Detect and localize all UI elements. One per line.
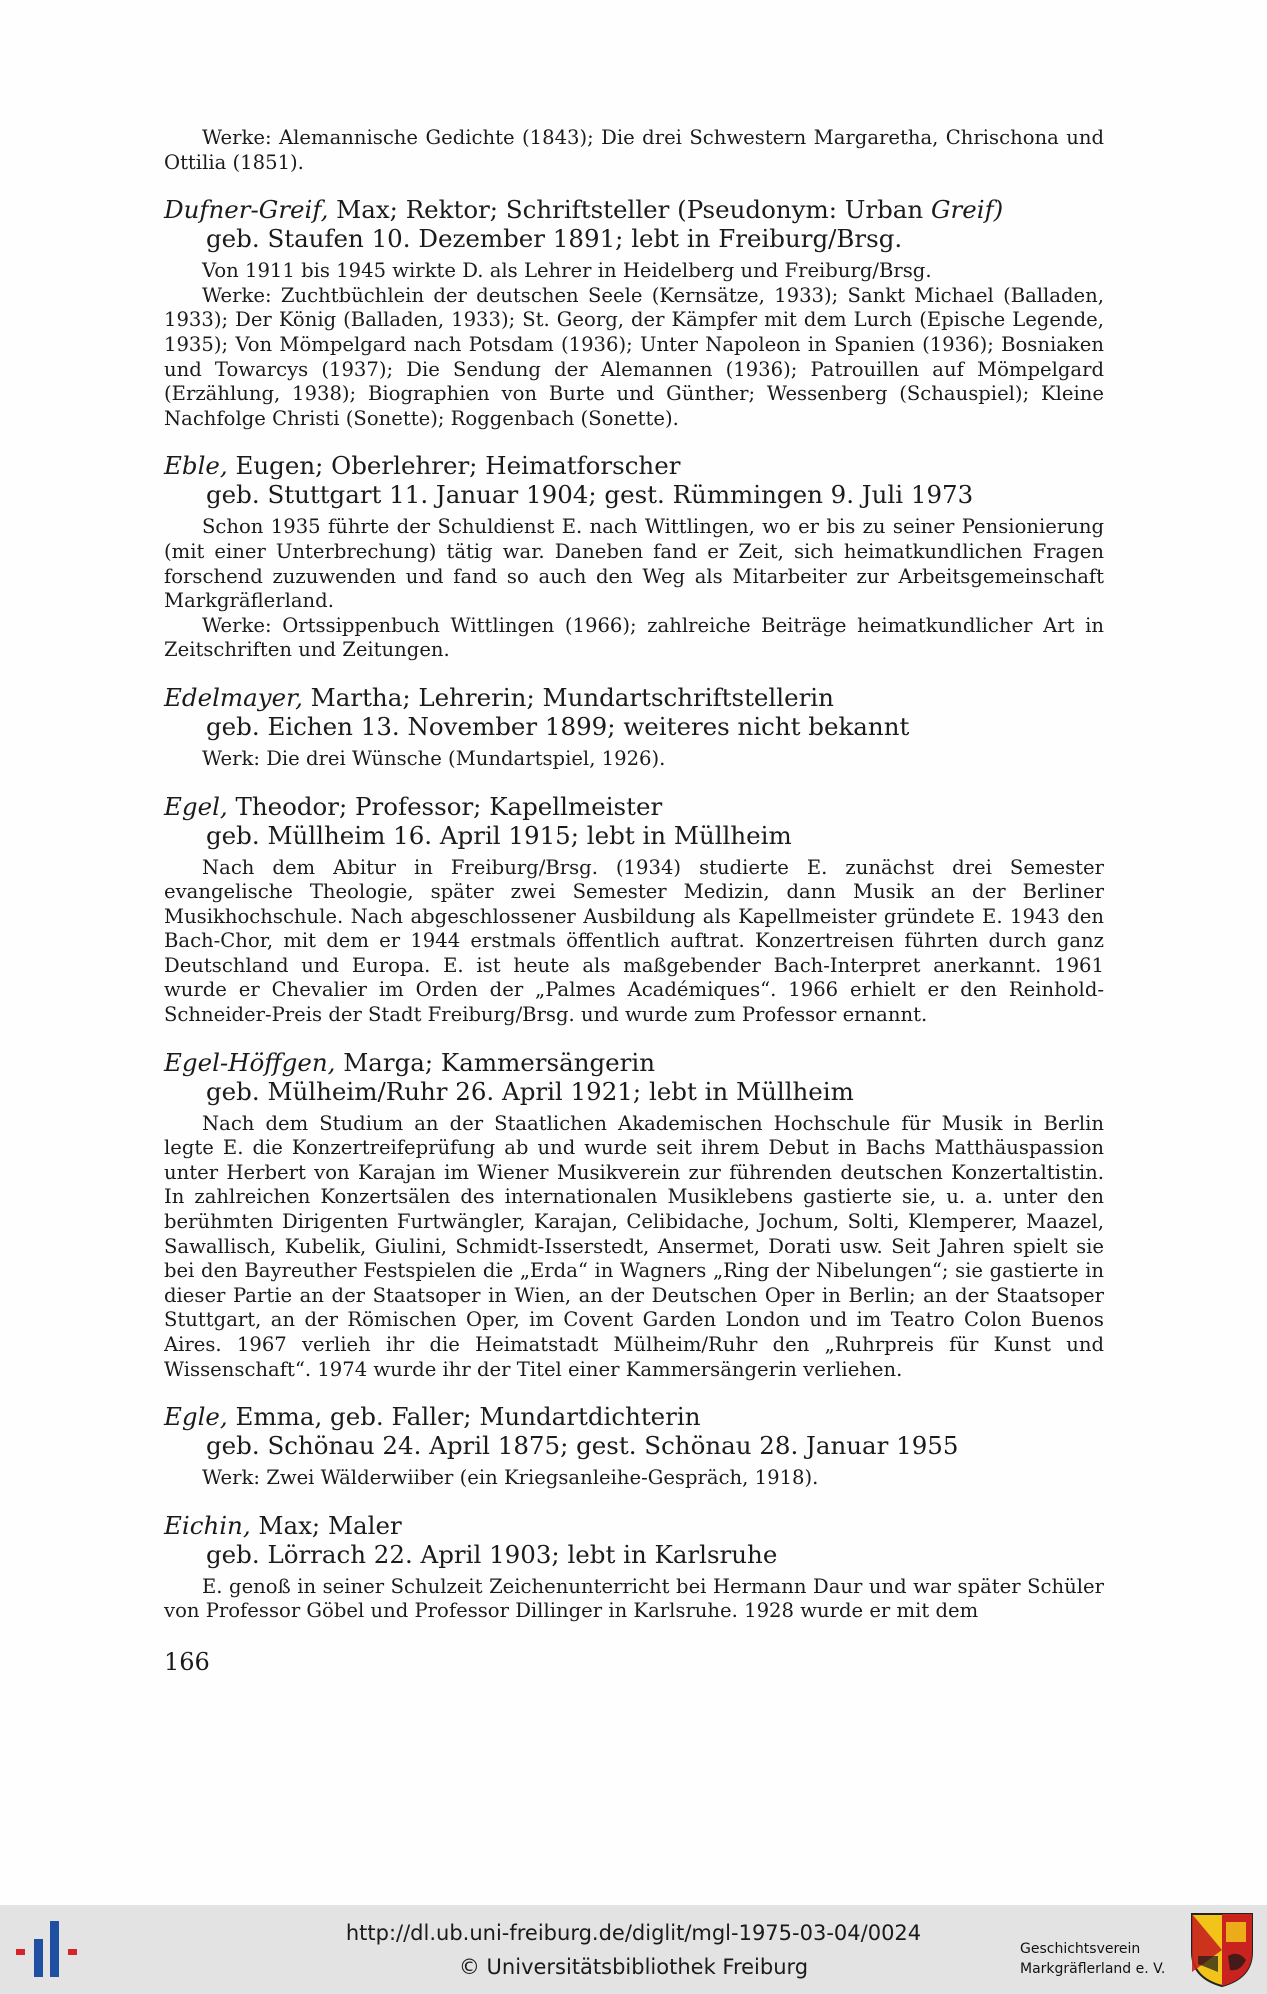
entry-heading [164,683,1104,712]
entry-heading [164,195,1104,224]
entry-heading [164,1511,1104,1540]
entry-paragraph: E. genoß in seiner Schulzeit Zeichenunterricht bei Hermann Daur und war später Schüler von Professor Göbel und Professor Dillinger in Karlsruhe. 1928 wurde er mit dem [164,1574,1104,1623]
entry-birth-line: geb. Mülheim/Ruhr 26. April 1921; lebt in Müllheim [206,1076,854,1106]
entry-heading [164,1048,1104,1077]
page-number: 166 [164,1648,210,1676]
entry-surname: Eichin, [164,1510,251,1540]
society-name-line2: Markgräflerland e. V. [1020,1961,1166,1977]
entry-eble [164,451,1104,663]
coat-of-arms-icon [1190,1912,1254,1988]
entry-birth-line: geb. Stuttgart 11. Januar 1904; gest. Rümmingen 9. Juli 1973 [206,480,974,510]
entry-heading-rest: Eugen; Oberlehrer; Heimatforscher [227,451,681,481]
entry-birth-line: geb. Lörrach 22. April 1903; lebt in Karlsruhe [206,1539,778,1569]
entry-paragraph: Nach dem Abitur in Freiburg/Brsg. (1934) studierte E. zunächst drei Semester evangelische Theologie, später zwei Semester Medizin, dann Musik an der Berliner Musikhochschule. Nach abgeschlossener Ausbildung als Kapellmeister gründete E. 1943 den Bach-Chor, mit dem er 1944 erstmals öffentlich auftrat. Konzertreisen führten durch ganz Deutschland und Europa. E. ist heute als maßgebender Bach-Interpret anerkannt. 1961 wurde er Chevalier im Orden der „Palmes Académiques“. 1966 erhielt er den Reinhold-Schneider-Preis der Stadt Freiburg/Brsg. und wurde zum Professor ernannt. [164,855,1104,1027]
society-name-line1: Geschichtsverein [1020,1941,1141,1957]
entry-birth-line: geb. Staufen 10. Dezember 1891; lebt in Freiburg/Brsg. [206,224,903,254]
entry-heading-rest: Emma, geb. Faller; Mundartdichterin [227,1402,701,1432]
entry-heading-rest: Max; Rektor; Schriftsteller (Pseudonym: Urban [328,195,931,225]
entry-pseudonym: Greif) [930,195,1004,225]
entry-surname: Edelmayer, [164,682,303,712]
entry-paragraph: Werk: Die drei Wünsche (Mundartspiel, 1926). [202,746,666,770]
footer-bar [0,1905,1267,1994]
entry-edelmayer [164,683,1104,772]
entry-heading-rest: Theodor; Professor; Kapellmeister [227,791,663,821]
entry-dufner-greif [164,195,1104,431]
entry-birth-line: geb. Schönau 24. April 1875; gest. Schönau 28. Januar 1955 [206,1431,959,1461]
intro-works: Werke: Alemannische Gedichte (1843); Die drei Schwestern Margaretha, Chrischona und Ottilia (1851). [164,126,1104,174]
entry-heading-rest: Max; Maler [250,1510,402,1540]
entry-egel-hoeffgen [164,1048,1104,1383]
entry-surname: Egel, [164,791,228,821]
entry-heading [164,1402,1104,1431]
entry-surname: Egel-Höffgen, [164,1047,336,1077]
entry-paragraph: Werk: Zwei Wälderwiiber (ein Kriegsanleihe-Gespräch, 1918). [202,1466,819,1490]
entry-heading-rest: Martha; Lehrerin; Mundartschriftstellerin [302,682,834,712]
entry-paragraph: Werke: Zuchtbüchlein der deutschen Seele (Kernsätze, 1933); Sankt Michael (Balladen, 1933); Der König (Balladen, 1933); St. Georg, der Kämpfer mit dem Lurch (Epische Legende, 1935); Von Mömpelgard nach Potsdam (1936); Unter Napoleon in Spanien (1936); Bosniaken und Towarcys (1937); Die Sendung der Alemannen (1936); Patrouillen auf Mömpelgard (Erzählung, 1938); Biographien von Burte und Günther; Wessenberg (Schauspiel); Kleine Nachfolge Christi (Sonette); Roggenbach (Sonette). [164,283,1104,430]
entry-paragraph: Schon 1935 führte der Schuldienst E. nach Wittlingen, wo er bis zu seiner Pensionierung (mit einer Unterbrechung) tätig war. Daneben fand er Zeit, sich heimatkundlichen Fragen forschend zuzuwenden und fand so auch den Weg als Mitarbeiter zur Arbeitsgemeinschaft Markgräflerland. [164,515,1104,613]
entry-paragraph: Von 1911 bis 1945 wirkte D. als Lehrer in Heidelberg und Freiburg/Brsg. [202,259,932,283]
footer-url-link[interactable]: http://dl.ub.uni-freiburg.de/diglit/mgl-1975-03-04/0024 [345,1921,922,1945]
entry-heading [164,451,1104,480]
entry-eichin [164,1511,1104,1624]
entry-egle [164,1402,1104,1491]
entry-egel [164,792,1104,1028]
entry-surname: Eble, [164,451,228,481]
entry-surname: Egle, [164,1402,228,1432]
entry-paragraph: Werke: Ortssippenbuch Wittlingen (1966); zahlreiche Beiträge heimatkundlicher Art in Zeitschriften und Zeitungen. [164,613,1104,662]
footer-copyright: © Universitätsbibliothek Freiburg [458,1955,809,1979]
entry-heading-rest: Marga; Kammersängerin [335,1047,655,1077]
society-name [1020,1939,1190,1979]
entry-heading [164,792,1104,821]
entry-birth-line: geb. Eichen 13. November 1899; weiteres nicht bekannt [206,711,910,741]
entry-birth-line: geb. Müllheim 16. April 1915; lebt in Müllheim [206,820,792,850]
entry-paragraph: Nach dem Studium an der Staatlichen Akademischen Hochschule für Musik in Berlin legte E. die Konzertreifeprüfung ab und wurde seit ihrem Debut in Bachs Matthäuspassion unter Herbert von Karajan im Wiener Musikverein zur führenden deutschen Konzertaltistin. In zahlreichen Konzertsälen des internationalen Musiklebens gastierte sie, u. a. unter den berühmten Dirigenten Furtwängler, Karajan, Celibidache, Jochum, Solti, Klemperer, Maazel, Sawallisch, Kubelik, Giulini, Schmidt-Isserstedt, Ansermet, Dorati usw. Seit Jahren spielt sie bei den Bayreuther Festspielen die „Erda“ in Wagners „Ring der Nibelungen“; sie gastierte in dieser Partie an der Staatsoper in Wien, an der Deutschen Oper in Berlin; an der Staatsoper Stuttgart, an der Römischen Oper, im Covent Garden London und im Teatro Colon Buenos Aires. 1967 verlieh ihr die Heimatstadt Mülheim/Ruhr den „Ruhrpreis für Kunst und Wissenschaft“. 1974 wurde ihr der Titel einer Kammersängerin verliehen. [164,1111,1104,1381]
entry-surname: Dufner-Greif, [164,195,329,225]
page-content [164,126,1104,1624]
